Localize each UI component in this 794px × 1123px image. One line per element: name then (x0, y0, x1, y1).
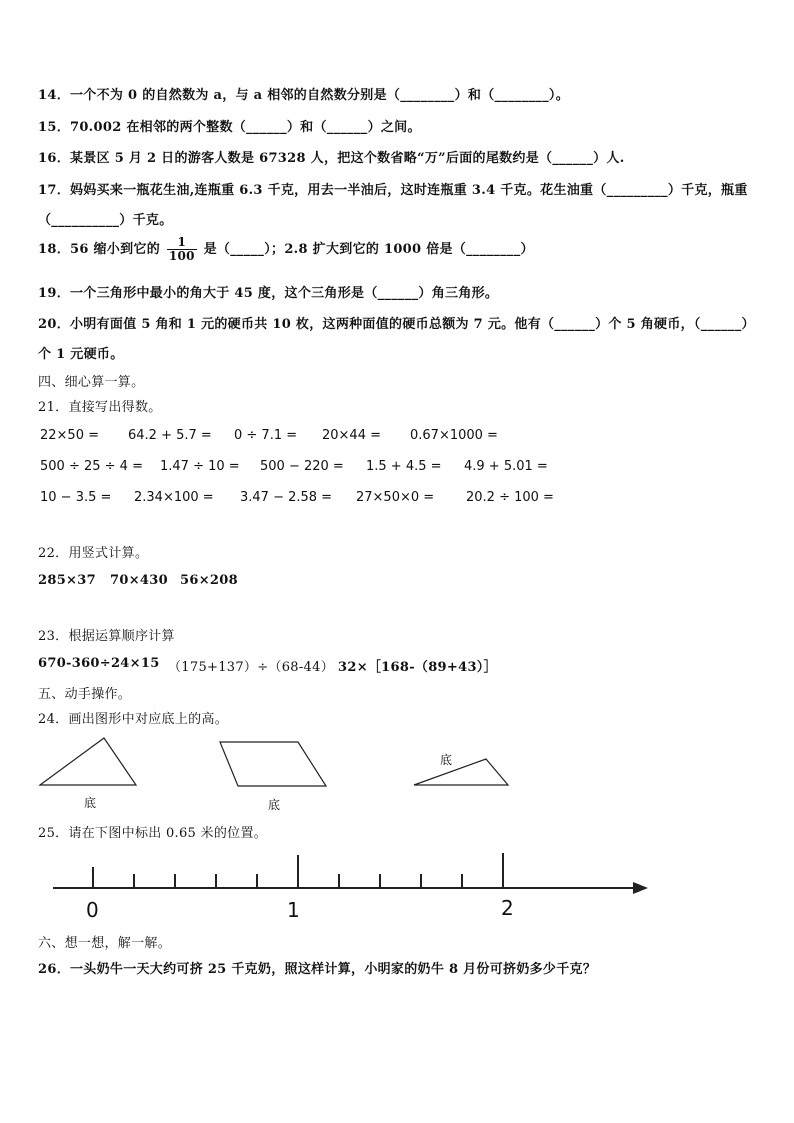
order-calc-item: （175+137）÷（68-44） (168, 660, 334, 675)
triangle-figure-1 (36, 735, 146, 790)
calc-item: 10 − 3.5 = (40, 490, 112, 505)
section-4-heading: 四、细心算一算。 (38, 375, 145, 390)
calc-item: 0 ÷ 7.1 = (234, 428, 298, 443)
question-23-title: 23．根据运算顺序计算 (38, 629, 175, 644)
section-6-heading: 六、想一想，解一解。 (38, 936, 172, 951)
question-22-title: 22．用竖式计算。 (38, 546, 149, 561)
fraction (167, 236, 197, 263)
question-20-line1: 20．小明有面值 5 角和 1 元的硬币共 10 枚，这两种面值的硬币总额为 7 元。他有（______）个 5 角硬币，（______） (38, 317, 755, 332)
calc-item: 500 ÷ 25 ÷ 4 = (40, 459, 143, 474)
number-line-label-1: 1 (287, 898, 300, 922)
question-17-line1: 17．妈妈买来一瓶花生油,连瓶重 6.3 千克，用去一半油后，这时连瓶重 3.4 千克。花生油重（_________）千克，瓶重 (38, 183, 748, 198)
vertical-calc-item: 56×208 (180, 573, 238, 588)
question-18-suffix: 是（_____）；2.8 扩大到它的 1000 倍是（________） (203, 242, 534, 257)
question-18 (38, 236, 534, 263)
calc-item: 1.47 ÷ 10 = (160, 459, 240, 474)
vertical-calc-item: 285×37 (38, 573, 96, 588)
fraction-numerator: 1 (167, 236, 197, 250)
calc-item: 2.34×100 = (134, 490, 214, 505)
calc-item: 64.2 + 5.7 = (128, 428, 212, 443)
question-19: 19．一个三角形中最小的角大于 45 度，这个三角形是（______）角三角形。 (38, 286, 499, 301)
base-label: 底 (84, 796, 97, 810)
number-line (50, 850, 655, 902)
question-18-prefix: 18．56 缩小到它的 (38, 242, 161, 257)
number-line-label-2: 2 (501, 896, 514, 920)
parallelogram-figure (216, 738, 336, 790)
question-16: 16．某景区 5 月 2 日的游客人数是 67328 人，把这个数省略“万”后面的尾数约是（______）人. (38, 151, 625, 166)
number-line-label-0: 0 (86, 898, 99, 922)
calc-item: 22×50 = (40, 428, 100, 443)
question-17-line2: （__________）千克。 (38, 213, 173, 228)
base-label: 底 (268, 798, 281, 812)
base-label: 底 (440, 753, 453, 767)
section-5-heading: 五、动手操作。 (38, 687, 132, 702)
calc-item: 1.5 + 4.5 = (366, 459, 442, 474)
question-15: 15．70.002 在相邻的两个整数（______）和（______）之间。 (38, 120, 421, 135)
calc-item: 20.2 ÷ 100 = (466, 490, 554, 505)
triangle-figure-2 (410, 755, 514, 791)
question-21-title: 21．直接写出得数。 (38, 400, 162, 415)
order-calc-item: 670-360÷24×15 (38, 656, 160, 671)
question-25-title: 25．请在下图中标出 0.65 米的位置。 (38, 826, 268, 841)
calc-item: 20×44 = (322, 428, 382, 443)
calc-item: 3.47 − 2.58 = (240, 490, 333, 505)
fraction-denominator: 100 (168, 249, 195, 263)
question-14: 14．一个不为 0 的自然数为 a，与 a 相邻的自然数分别是（________）和（________）。 (38, 88, 570, 103)
calc-item: 500 − 220 = (260, 459, 344, 474)
vertical-calc-item: 70×430 (110, 573, 168, 588)
calc-item: 0.67×1000 = (410, 428, 498, 443)
order-calc-item: 32×［168-（89+43）］ (338, 660, 497, 675)
question-26: 26．一头奶牛一天大约可挤 25 千克奶，照这样计算，小明家的奶牛 8 月份可挤奶多少千克？ (38, 962, 597, 977)
calc-item: 27×50×0 = (356, 490, 435, 505)
question-20-line2: 个 1 元硬币。 (38, 347, 124, 362)
question-24-title: 24．画出图形中对应底上的高。 (38, 712, 229, 727)
calc-item: 4.9 + 5.01 = (464, 459, 548, 474)
